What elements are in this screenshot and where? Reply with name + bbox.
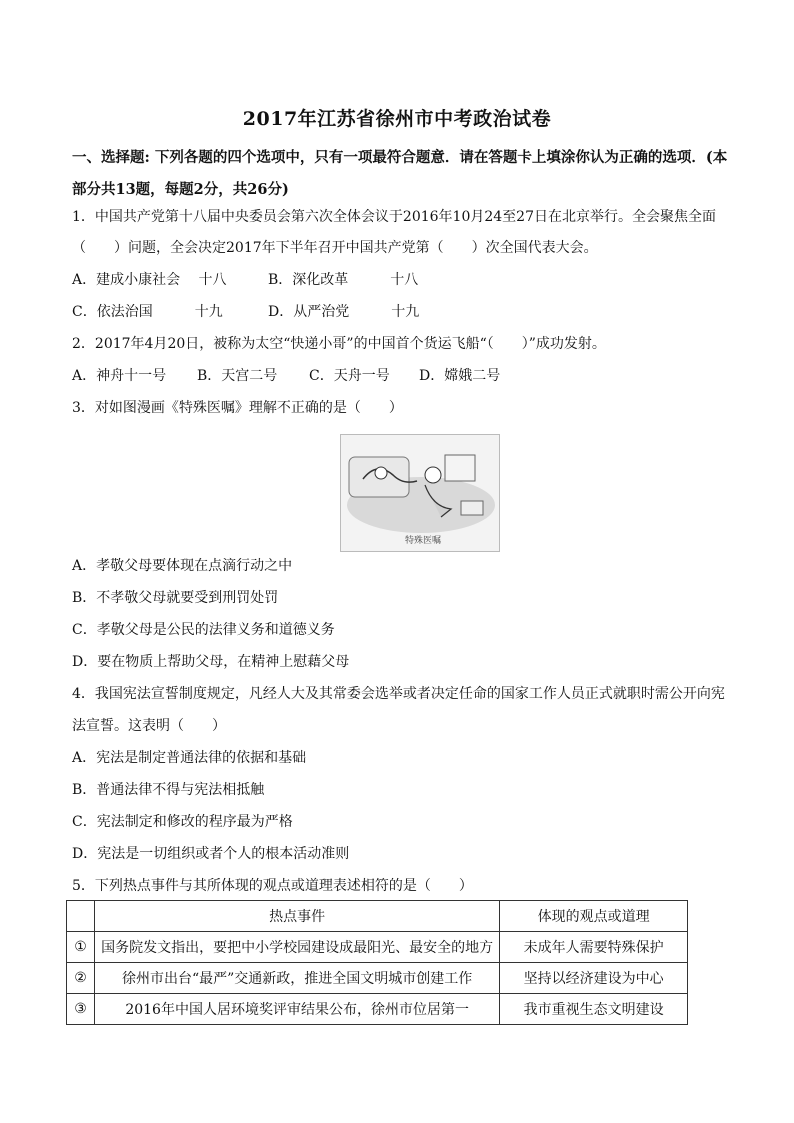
q2-option-a: A．神舟十一号 (72, 368, 167, 384)
q4-text-line2: 法宣誓。这表明（ ） (72, 718, 226, 734)
cartoon-image (340, 434, 500, 552)
q3-option-c: C．孝敬父母是公民的法律义务和道德义务 (72, 622, 335, 638)
cartoon-caption: 特殊医嘱 (405, 536, 442, 546)
table-cell: 国务院发文指出，要把中小学校园建设成最阳光、最安全的地方 (94, 932, 499, 963)
q1-options-row1 (72, 270, 732, 290)
q3-option-d: D．要在物质上帮助父母，在精神上慰藉父母 (72, 654, 350, 670)
q1-option-a: A．建成小康社会 十八 (72, 272, 227, 288)
q3-text: 3．对如图漫画《特殊医嘱》理解不正确的是（ ） (72, 400, 403, 416)
table-header-row (67, 901, 688, 932)
table-cell: 2016年中国人居环境奖评审结果公布，徐州市位居第一 (94, 994, 499, 1025)
cartoon-drawing (341, 435, 499, 551)
table-row (67, 963, 688, 994)
q1-option-c: C．依法治国 十九 (72, 304, 223, 320)
q5-text: 5．下列热点事件与其所体现的观点或道理表述相符的是（ ） (72, 878, 473, 894)
table-cell: 未成年人需要特殊保护 (500, 932, 688, 963)
q4-option-d: D．宪法是一切组织或者个人的根本活动准则 (72, 846, 350, 862)
q2-option-d: D．嫦娥二号 (419, 368, 501, 384)
table-cell: ② (67, 963, 95, 994)
q2-option-b: B．天宫二号 (197, 368, 278, 384)
table-header-cell: 热点事件 (94, 901, 499, 932)
q4-text-line1: 4．我国宪法宣誓制度规定，凡经人大及其常委会选举或者决定任命的国家工作人员正式就职时需公开向宪 (72, 686, 725, 702)
section-heading: 一、选择题: 下列各题的四个选项中，只有一项最符合题意．请在答题卡上填涂你认为正确的选项．(本部分共13题，每题2分，共26分) (72, 149, 728, 198)
table-cell: 徐州市出台“最严”交通新政，推进全国文明城市创建工作 (94, 963, 499, 994)
page-title: 2017年江苏省徐州市中考政治试卷 (242, 108, 552, 130)
q4-option-c: C．宪法制定和修改的程序最为严格 (72, 814, 293, 830)
q2-options (72, 366, 732, 386)
table-cell: 我市重视生态文明建设 (500, 994, 688, 1025)
hot-events-table (66, 900, 688, 1025)
table-row (67, 994, 688, 1025)
table-header-cell (67, 901, 95, 932)
table-cell: ① (67, 932, 95, 963)
table-cell: 坚持以经济建设为中心 (500, 963, 688, 994)
q2-option-c: C．天舟一号 (309, 368, 390, 384)
q3-option-a: A．孝敬父母要体现在点滴行动之中 (72, 558, 293, 574)
q1-option-d: D．从严治党 十九 (268, 304, 420, 320)
table-row (67, 932, 688, 963)
table-header-cell: 体现的观点或道理 (500, 901, 688, 932)
q1-options-row2 (72, 302, 732, 322)
q3-option-b: B．不孝敬父母就要受到刑罚处罚 (72, 590, 279, 606)
q4-option-b: B．普通法律不得与宪法相抵触 (72, 782, 265, 798)
q2-text: 2．2017年4月20日，被称为太空“快递小哥”的中国首个货运飞船“（ ）”成功发射。 (72, 336, 606, 352)
table-cell: ③ (67, 994, 95, 1025)
q1-text-line1: 1．中国共产党第十八届中央委员会第六次全体会议于2016年10月24至27日在北京举行。全会聚焦全面 (72, 209, 716, 225)
q4-option-a: A．宪法是制定普通法律的依据和基础 (72, 750, 307, 766)
q1-text-line2: （ ）问题，全会决定2017年下半年召开中国共产党第（ ）次全国代表大会。 (72, 240, 598, 256)
q1-option-b: B．深化改革 十八 (268, 272, 419, 288)
